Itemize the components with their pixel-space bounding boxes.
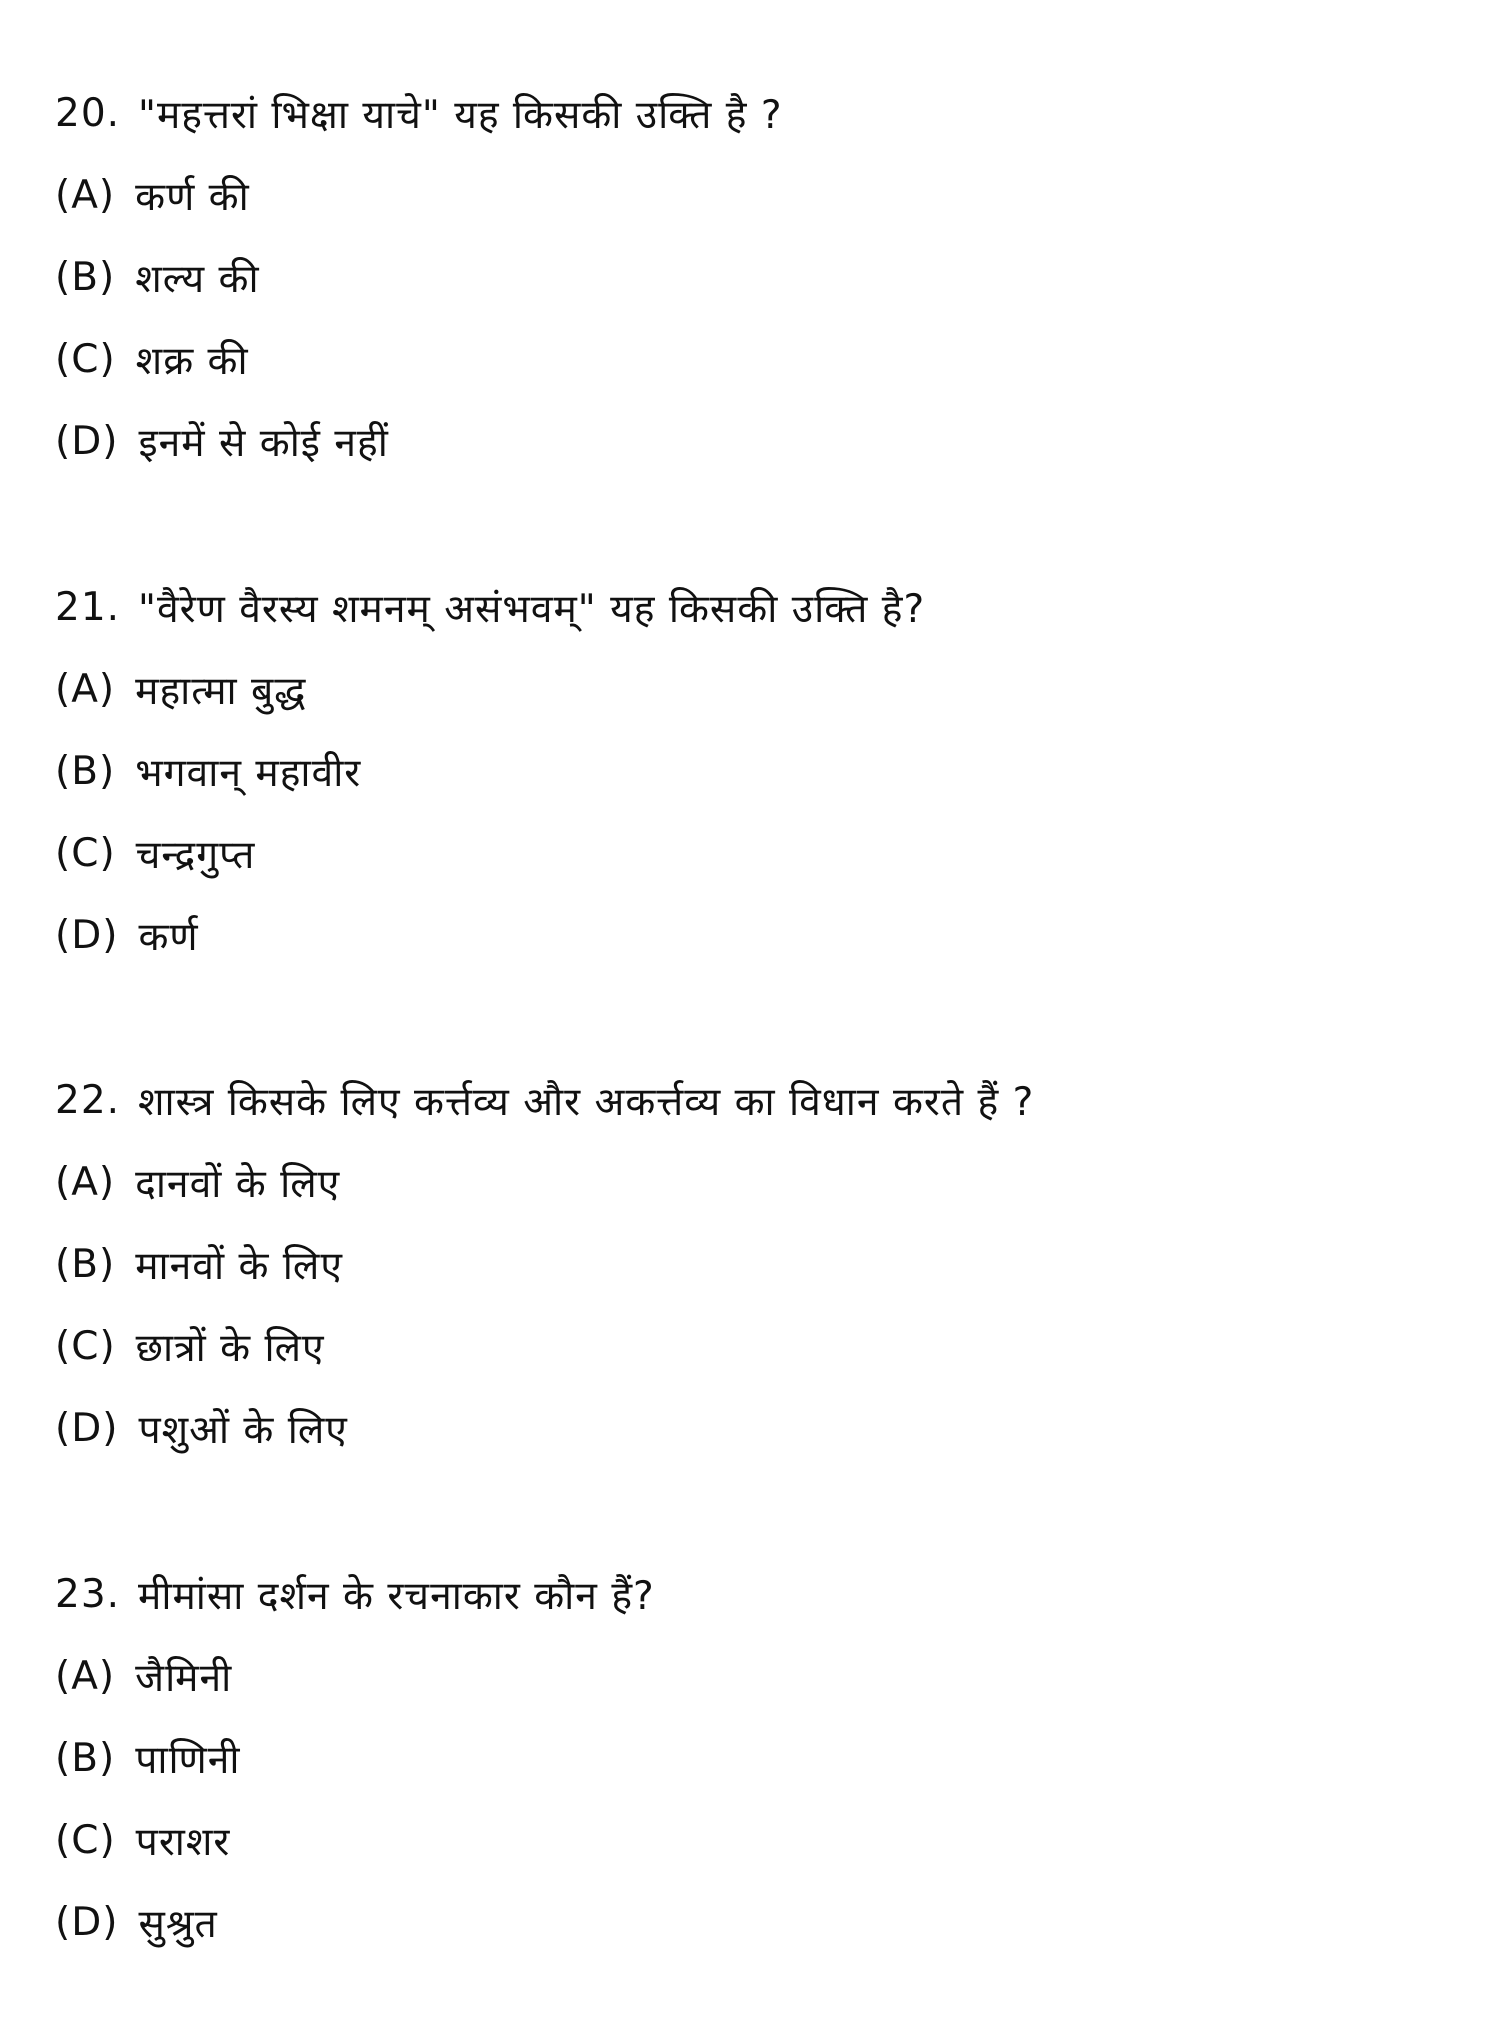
option-label: (A) <box>55 666 116 712</box>
option-text: छात्रों के लिए <box>135 1325 325 1371</box>
option-c[interactable] <box>55 318 1455 400</box>
option-b[interactable] <box>55 730 1455 812</box>
question-number: 20. <box>55 90 121 136</box>
option-label: (B) <box>55 254 116 300</box>
question-stem <box>55 1553 1455 1635</box>
option-text: पाणिनी <box>135 1737 241 1783</box>
option-b[interactable] <box>55 236 1455 318</box>
question-stem <box>55 566 1455 648</box>
option-d[interactable] <box>55 894 1455 976</box>
option-label: (D) <box>55 418 119 464</box>
question-text: "वैरेण वैरस्य शमनम् असंभवम्" यह किसकी उक्ति है? <box>138 586 926 632</box>
option-text: शल्य की <box>135 256 260 302</box>
question-number: 22. <box>55 1077 121 1123</box>
question-stem <box>55 72 1455 154</box>
option-c[interactable] <box>55 1305 1455 1387</box>
option-label: (A) <box>55 1159 116 1205</box>
option-label: (A) <box>55 172 116 218</box>
option-label: (C) <box>55 1323 116 1369</box>
option-text: जैमिनी <box>135 1655 233 1701</box>
option-text: कर्ण <box>138 914 199 960</box>
option-label: (B) <box>55 1241 116 1287</box>
option-label: (D) <box>55 1405 119 1451</box>
option-text: सुश्रुत <box>138 1901 218 1947</box>
option-c[interactable] <box>55 812 1455 894</box>
option-label: (D) <box>55 912 119 958</box>
option-label: (C) <box>55 1817 116 1863</box>
question-23 <box>55 1553 1455 1963</box>
option-text: महात्मा बुद्ध <box>135 668 307 714</box>
option-text: पशुओं के लिए <box>138 1407 348 1453</box>
option-b[interactable] <box>55 1223 1455 1305</box>
option-text: इनमें से कोई नहीं <box>138 420 389 466</box>
option-text: चन्द्रगुप्त <box>135 832 256 878</box>
option-text: मानवों के लिए <box>135 1243 343 1289</box>
question-text: मीमांसा दर्शन के रचनाकार कौन हैं? <box>138 1573 655 1619</box>
option-label: (C) <box>55 830 116 876</box>
option-d[interactable] <box>55 400 1455 482</box>
question-text: शास्त्र किसके लिए कर्त्तव्य और अकर्त्तव्य का विधान करते हैं ? <box>138 1079 1035 1125</box>
question-number: 23. <box>55 1571 121 1617</box>
option-text: दानवों के लिए <box>135 1161 341 1207</box>
question-21 <box>55 566 1455 976</box>
option-a[interactable] <box>55 154 1455 236</box>
option-b[interactable] <box>55 1717 1455 1799</box>
option-text: भगवान् महावीर <box>135 750 362 796</box>
option-text: पराशर <box>135 1819 231 1865</box>
option-a[interactable] <box>55 1635 1455 1717</box>
option-c[interactable] <box>55 1799 1455 1881</box>
question-text: "महत्तरां भिक्षा याचे" यह किसकी उक्ति है ? <box>138 92 783 138</box>
option-label: (A) <box>55 1653 116 1699</box>
question-20 <box>55 72 1455 482</box>
question-number: 21. <box>55 584 121 630</box>
option-label: (D) <box>55 1899 119 1945</box>
option-label: (B) <box>55 1735 116 1781</box>
option-text: कर्ण की <box>135 174 250 220</box>
option-d[interactable] <box>55 1881 1455 1963</box>
option-a[interactable] <box>55 1141 1455 1223</box>
question-stem <box>55 1059 1455 1141</box>
option-label: (B) <box>55 748 116 794</box>
question-22 <box>55 1059 1455 1469</box>
option-a[interactable] <box>55 648 1455 730</box>
option-d[interactable] <box>55 1387 1455 1469</box>
option-label: (C) <box>55 336 116 382</box>
option-text: शक्र की <box>135 338 249 384</box>
